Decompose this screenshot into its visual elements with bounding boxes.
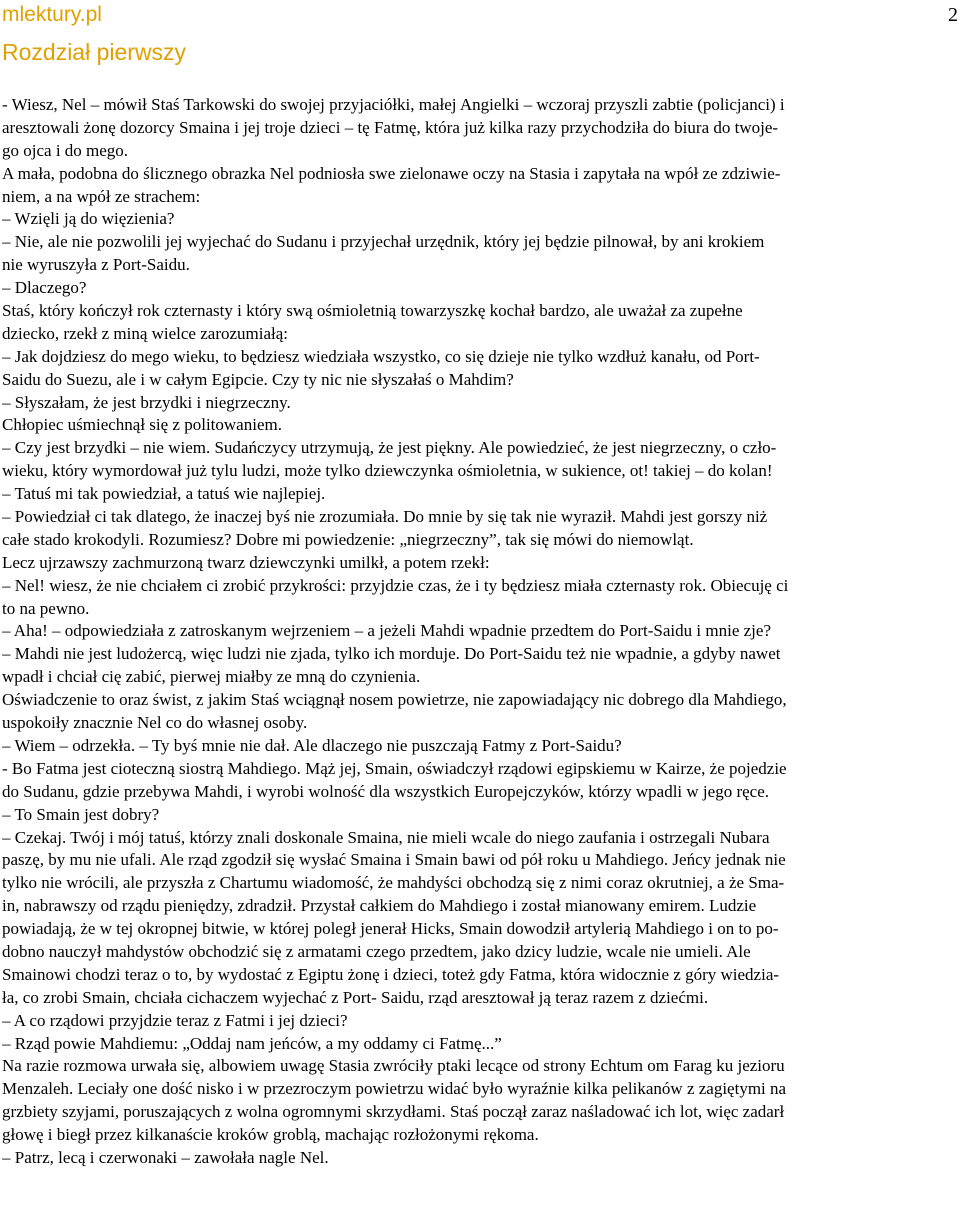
text-line: nie wyruszyła z Port-Saidu. [2,255,190,275]
text-line: paszę, by mu nie ufali. Ale rząd zgodził się wysłać Smaina i Smain bawi od pół roku u Mahdiego. Jeńcy jednak nie [2,850,786,870]
text-line: Staś, który kończył rok czternasty i który swą ośmioletnią towarzyszkę kochał bardzo, ale uważał za zupełne [2,301,743,321]
text-line: – Nel! wiesz, że nie chciałem ci zrobić przykrości: przyjdzie czas, że i ty będziesz miała czternasty rok. Obiecuję ci [2,575,789,595]
text-line: in, nabrawszy od rządu pieniędzy, zdradził. Przystał całkiem do Mahdiego i został mianowany emirem. Ludzie [2,896,757,916]
text-line: dziecko, rzekł z miną wielce zarozumiałą: [2,323,289,343]
text-line: do Sudanu, gdzie przebywa Mahdi, i wyrobi wolność dla wszystkich Europejczyków, którzy wpadli w jego ręce. [2,781,770,801]
text-line: – Nie, ale nie pozwolili jej wyjechać do Sudanu i przyjechał urzędnik, który jej będzie pilnował, by ani krokiem [2,232,765,252]
text-line: niem, a na wpół ze strachem: [2,186,201,206]
text-line: - Bo Fatma jest cioteczną siostrą Mahdiego. Mąż jej, Smain, oświadczył rządowi egipskiemu w Kairze, że pojedzie [2,758,787,778]
text-line: głowę i biegł przez kilkanaście kroków groblą, machając rozłożonymi rękoma. [2,1125,539,1145]
text-line: tylko nie wrócili, ale przyszła z Chartumu wiadomość, że mahdyści obchodzą się z nimi coraz okrutniej, a że Sma- [2,873,785,893]
text-line: A mała, podobna do ślicznego obrazka Nel podniosła swe zielonawe oczy na Stasia i zapytała na wpół ze zdziwie- [2,163,781,183]
text-line: – To Smain jest dobry? [2,804,160,824]
text-line: to na pewno. [2,598,90,618]
text-line: Smainowi chodzi teraz o to, by wydostać z Egiptu żonę i dzieci, toteż gdy Fatma, która widocznie z góry wiedzia- [2,964,780,984]
body-text [2,94,958,1170]
text-line: – Czekaj. Twój i mój tatuś, którzy znali doskonale Smaina, nie mieli wcale do niego zaufania i ostrzegali Nubara [2,827,770,847]
text-line: wieku, który wymordował już tylu ludzi, może tylko dziewczynka ośmioletnia, w sukience, ot! takiej – do kolan! [2,461,773,481]
text-line: Oświadczenie to oraz świst, z jakim Staś wciągnął nosem powietrze, nie zapowiadający nic dobrego dla Mahdiego, [2,690,787,710]
text-line: Menzaleh. Leciały one dość nisko i w przezroczym powietrzu widać było wyraźnie kilka pelikanów z zagiętymi na [2,1079,787,1099]
text-line: całe stado krokodyli. Rozumiesz? Dobre mi powiedzenie: „niegrzeczny”, tak się mówi do niemowląt. [2,529,694,549]
text-line: go ojca i do mego. [2,140,129,160]
text-line: aresztowali żonę dozorcy Smaina i jej troje dzieci – tę Fatmę, która już kilka razy przychodziła do biura do twoje- [2,117,779,137]
text-line: – Dlaczego? [2,278,87,298]
text-line: – A co rządowi przyjdzie teraz z Fatmi i jej dzieci? [2,1010,348,1030]
text-line: wpadł i chciał cię zabić, pierwej miałby ze mną do czynienia. [2,667,421,687]
text-line: – Mahdi nie jest ludożercą, więc ludzi nie zjada, tylko ich morduje. Do Port-Saidu też nie wpadnie, a gdyby nawet [2,644,781,664]
text-line: – Tatuś mi tak powiedział, a tatuś wie najlepiej. [2,484,326,504]
text-line: – Czy jest brzydki – nie wiem. Sudańczycy utrzymują, że jest piękny. Ale powiedzieć, że jest niegrzeczny, o czło- [2,438,777,458]
text-line: – Słyszałam, że jest brzydki i niegrzeczny. [2,392,291,412]
text-line: – Wzięli ją do więzienia? [2,209,175,229]
page-header [2,2,958,28]
text-line: - Wiesz, Nel – mówił Staś Tarkowski do swojej przyjaciółki, małej Angielki – wczoraj przyszli zabtie (policjanci) i [2,95,785,114]
text-line: – Powiedział ci tak dlatego, że inaczej byś nie zrozumiała. Do mnie by się tak nie wyraził. Mahdi jest gorszy niż [2,507,768,527]
text-line: Saidu do Suezu, ale i w całym Egipcie. Czy ty nic nie słyszałaś o Mahdim? [2,369,514,389]
text-line: – Wiem – odrzekła. – Ty byś mnie nie dał. Ale dlaczego nie puszczają Fatmy z Port-Saidu? [2,735,622,755]
chapter-title: Rozdział pierwszy [2,39,187,65]
page-number: 2 [948,4,958,26]
site-name[interactable]: mlektury.pl [2,3,102,26]
text-line: – Rząd powie Mahdiemu: „Oddaj nam jeńców, a my oddamy ci Fatmę...” [2,1033,502,1053]
text-line: dobno nauczył mahdystów obchodzić się z armatami czego przedtem, jako dzicy ludzie, wcale nie umieli. Ale [2,941,751,961]
text-line: – Patrz, lecą i czerwonaki – zawołała nagle Nel. [2,1147,329,1167]
text-line: – Jak dojdziesz do mego wieku, to będziesz wiedziała wszystko, co się dzieje nie tylko wzdłuż kanału, od Port- [2,346,760,366]
text-line: powiadają, że w tej okropnej bitwie, w której poległ jenerał Hicks, Smain dowodził artylerią Mahdiego i on to po- [2,919,779,939]
text-line: Chłopiec uśmiechnął się z politowaniem. [2,415,282,435]
text-line: grzbiety szyjami, poruszających z wolna ogromnymi skrzydłami. Staś począł zaraz naśladować ich lot, więc zadarł [2,1102,785,1122]
text-line: uspokoiły znacznie Nel co do własnej osoby. [2,713,308,733]
text-line: – Aha! – odpowiedziała z zatroskanym wejrzeniem – a jeżeli Mahdi wpadnie przedtem do Port-Saidu i mnie zje? [2,621,771,641]
text-line: Lecz ujrzawszy zachmurzoną twarz dziewczynki umilkł, a potem rzekł: [2,552,490,572]
text-line: Na razie rozmowa urwała się, albowiem uwagę Stasia zwróciły ptaki lecące od strony Echtum om Farag ku jezioru [2,1056,785,1076]
text-line: ła, co zrobi Smain, chciała cichaczem wyjechać z Port- Saidu, rząd aresztował ją teraz razem z dziećmi. [2,987,709,1007]
